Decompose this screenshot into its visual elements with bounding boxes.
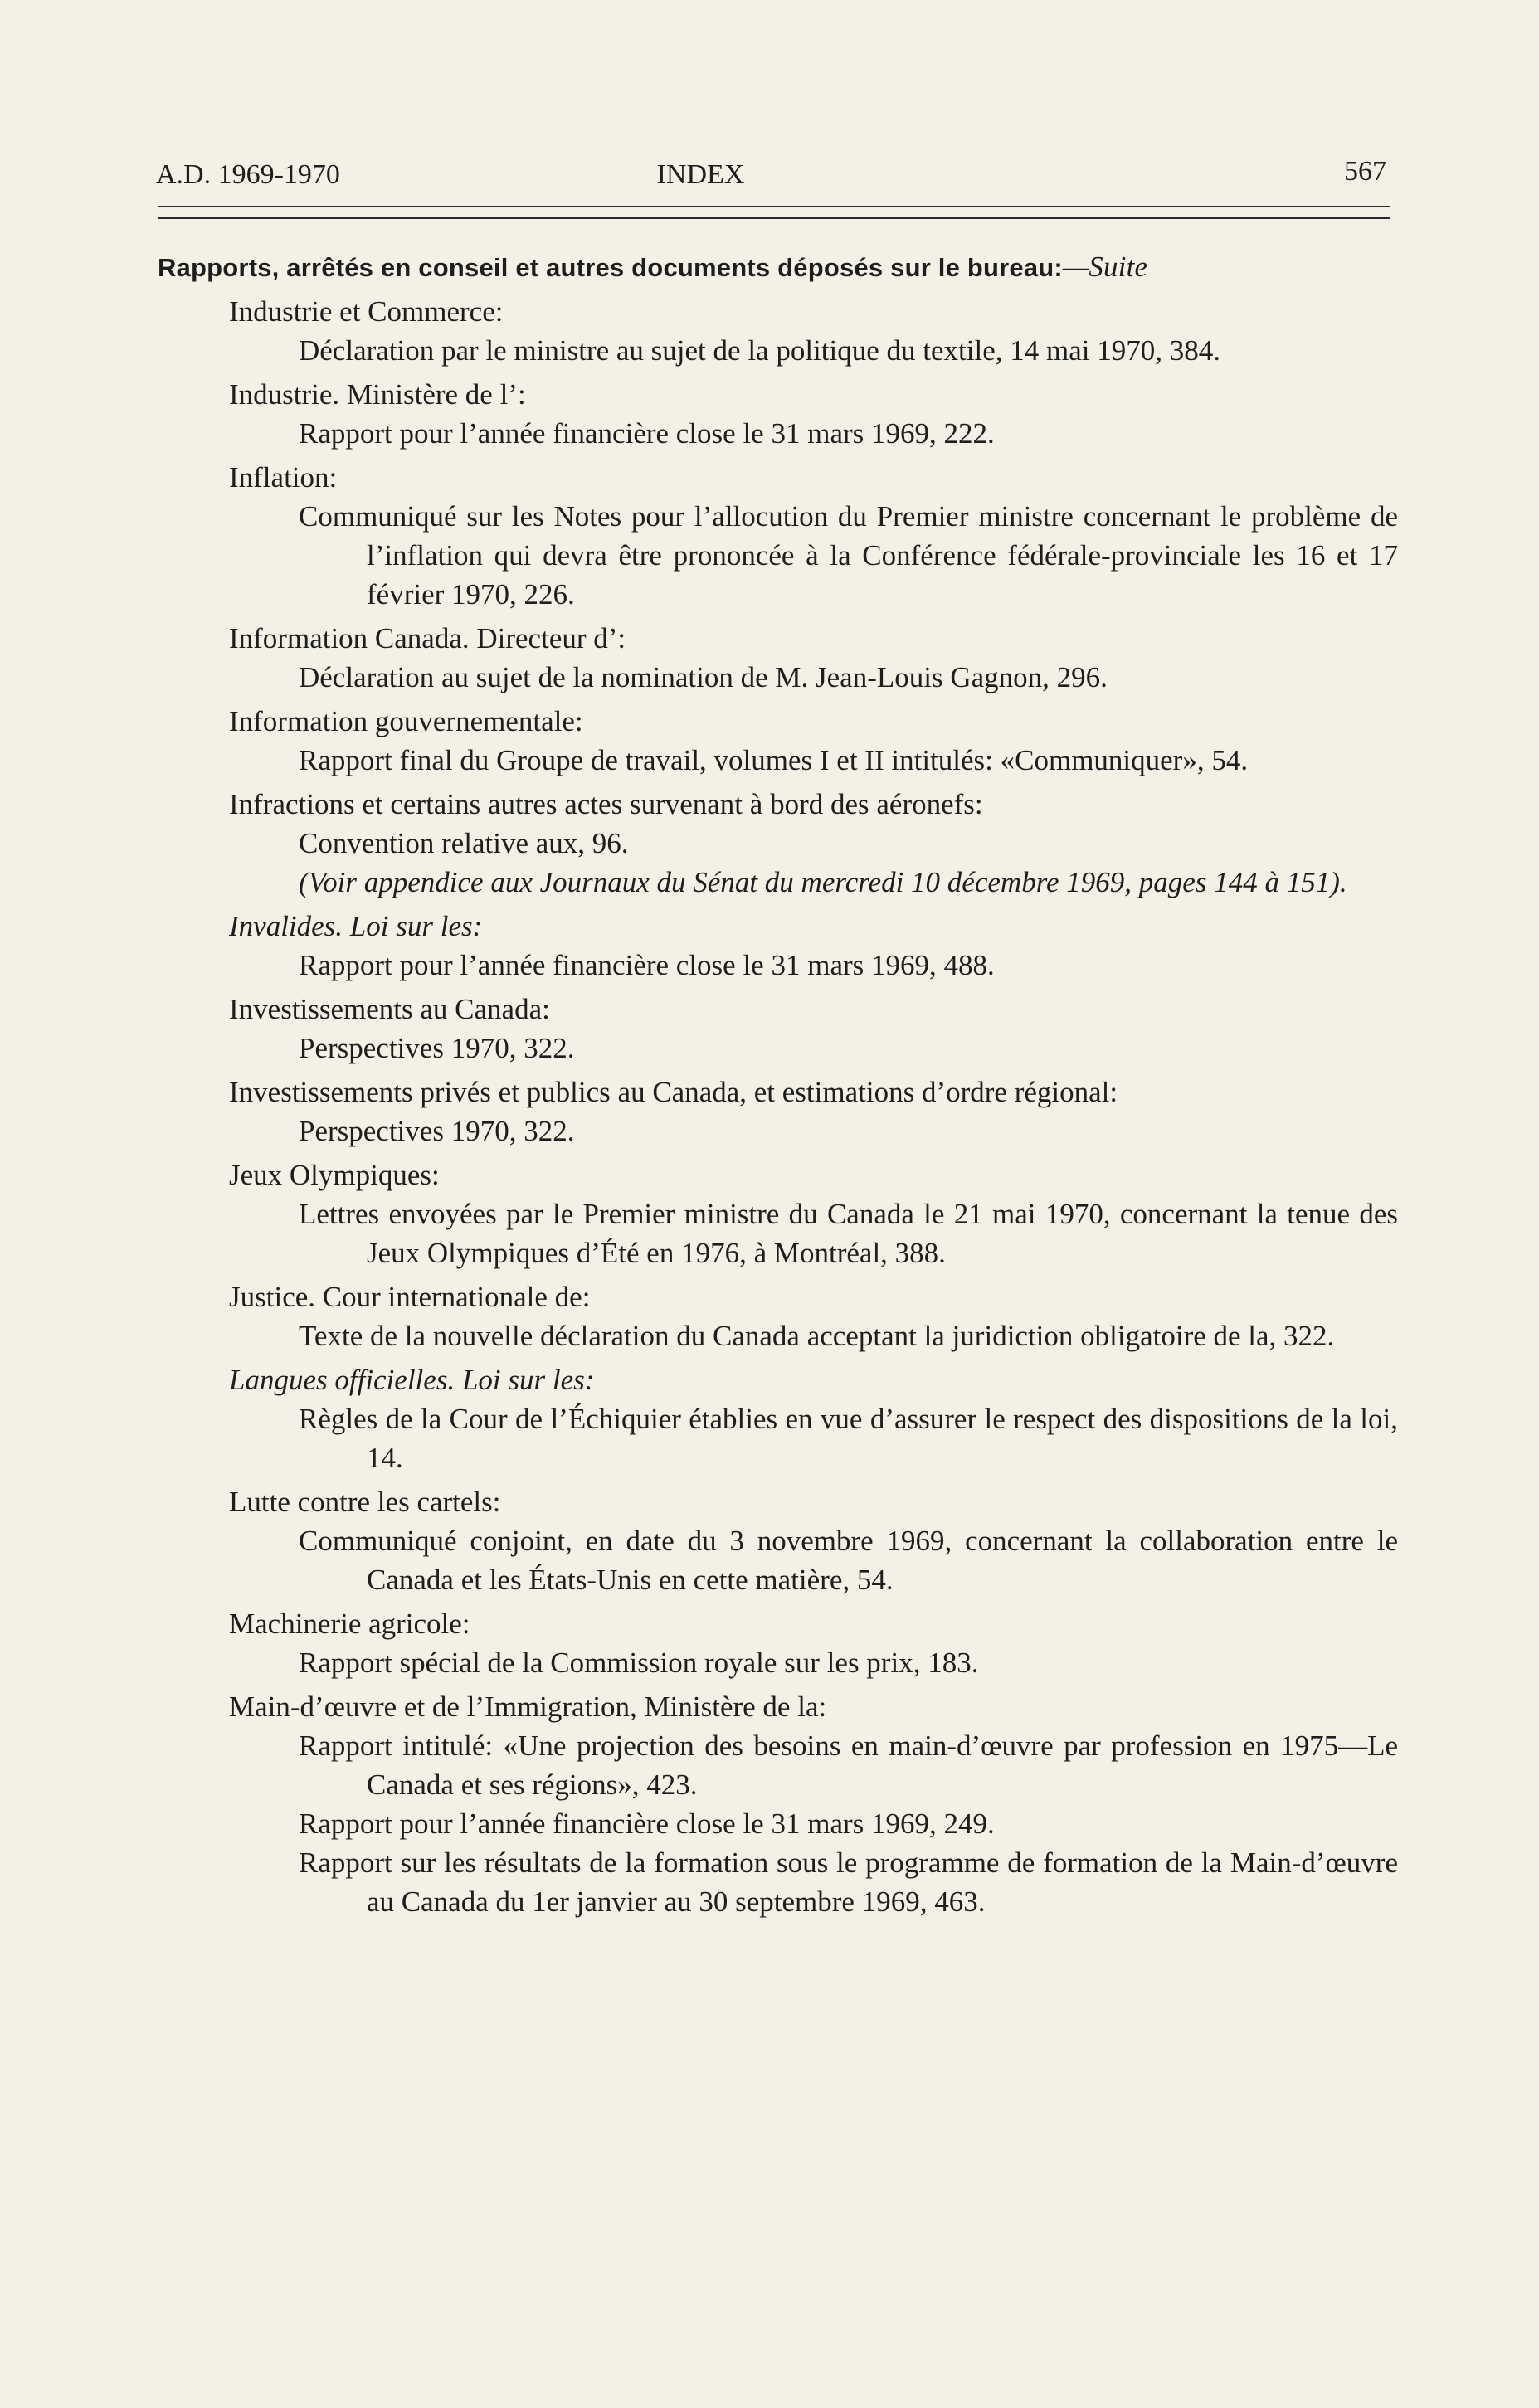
- entry-subject: Jeux Olympiques:: [229, 1159, 440, 1191]
- entry-item: Déclaration au sujet de la nomination de M. Jean-Louis Gagnon, 296.: [299, 661, 1108, 693]
- entry-note: (Voir appendice aux Journaux du Sénat du mercredi 10 décembre 1969, pages 144 à 151).: [299, 866, 1347, 898]
- entry-subject: Industrie. Ministère de l’:: [229, 378, 526, 411]
- entry-item: Convention relative aux, 96.: [299, 827, 629, 859]
- entry-item: Rapport intitulé: «Une projection des besoins en main-d’œuvre par profession en 1975—Le Canada et ses régions», 423.: [299, 1729, 1398, 1801]
- entry-item: Rapport pour l’année financière close le 31 mars 1969, 249.: [299, 1807, 995, 1840]
- section-heading-text: Rapports, arrêtés en conseil et autres documents déposés sur le bureau:: [158, 253, 1063, 282]
- entry-item: Texte de la nouvelle déclaration du Canada acceptant la juridiction obligatoire de la, 322.: [299, 1320, 1335, 1352]
- index-entry: [158, 1155, 1398, 1272]
- entry-item: Lettres envoyées par le Premier ministre du Canada le 21 mai 1970, concernant la tenue des Jeux Olympiques d’Été en 1976, à Montréal, 388.: [299, 1198, 1398, 1269]
- entry-item: Rapport pour l’année financière close le 31 mars 1969, 488.: [299, 949, 995, 981]
- entry-subject: Industrie et Commerce:: [229, 295, 504, 328]
- index-entry: [158, 375, 1398, 453]
- entry-item: Règles de la Cour de l’Échiquier établies en vue d’assurer le respect des dispositions de la loi, 14.: [299, 1403, 1398, 1474]
- entry-subject: Lutte contre les cartels:: [229, 1486, 501, 1518]
- entry-item: Rapport final du Groupe de travail, volumes I et II intitulés: «Communiquer», 54.: [299, 744, 1249, 776]
- index-entry: [158, 907, 1398, 985]
- entry-item: Rapport sur les résultats de la formation sous le programme de formation de la Main-d’œuvre au Canada du 1er janvier au 30 septembre 1969, 463.: [299, 1846, 1398, 1918]
- entry-subject: Machinerie agricole:: [229, 1608, 470, 1640]
- section-heading-suite: —Suite: [1062, 251, 1148, 283]
- index-entry: [158, 292, 1398, 370]
- entry-subject: Inflation:: [229, 461, 338, 494]
- index-entry: [158, 785, 1398, 902]
- entry-subject: Information Canada. Directeur d’:: [229, 622, 626, 654]
- index-entry: [158, 1073, 1398, 1150]
- index-entry: [158, 1277, 1398, 1355]
- header-title: INDEX: [656, 159, 745, 190]
- section-heading: [158, 247, 1398, 287]
- entry-subject: Investissements privés et publics au Canada, et estimations d’ordre régional:: [229, 1076, 1118, 1108]
- index-entry: [158, 1687, 1398, 1921]
- index-entry: [158, 1604, 1398, 1682]
- index-entry: [158, 458, 1398, 614]
- entry-item: Perspectives 1970, 322.: [299, 1115, 575, 1147]
- entry-subject: Main-d’œuvre et de l’Immigration, Ministère de la:: [229, 1690, 827, 1723]
- header-rule-bottom: [158, 217, 1390, 219]
- index-entry: [158, 990, 1398, 1068]
- entry-subject: Infractions et certains autres actes survenant à bord des aéronefs:: [229, 788, 983, 820]
- entry-item: Rapport spécial de la Commission royale sur les prix, 183.: [299, 1647, 979, 1679]
- running-header: [156, 156, 1386, 194]
- index-entry: [158, 702, 1398, 780]
- entry-item: Communiqué sur les Notes pour l’allocution du Premier ministre concernant le problème de l’inflation qui devra être prononcée à la Conférence fédérale-provinciale les 16 et 17 février 1970, 226.: [299, 500, 1398, 611]
- index-entry: [158, 1482, 1398, 1599]
- index-content: [158, 247, 1398, 1921]
- entry-subject: Justice. Cour internationale de:: [229, 1281, 591, 1313]
- entry-subject: Information gouvernementale:: [229, 705, 583, 737]
- index-entries: [158, 292, 1398, 1921]
- entry-item: Rapport pour l’année financière close le 31 mars 1969, 222.: [299, 417, 995, 450]
- header-rule-top: [158, 206, 1390, 207]
- header-years: A.D. 1969-1970: [156, 159, 340, 190]
- entry-subject: Invalides. Loi sur les:: [229, 910, 483, 942]
- entry-item: Perspectives 1970, 322.: [299, 1032, 575, 1064]
- entry-item: Déclaration par le ministre au sujet de la politique du textile, 14 mai 1970, 384.: [299, 334, 1220, 367]
- entry-subject: Investissements au Canada:: [229, 993, 550, 1025]
- entry-item: Communiqué conjoint, en date du 3 novembre 1969, concernant la collaboration entre le Canada et les États-Unis en cette matière, 54.: [299, 1525, 1398, 1596]
- entry-subject: Langues officielles. Loi sur les:: [229, 1364, 595, 1396]
- index-entry: [158, 619, 1398, 697]
- page-number: 567: [1344, 156, 1386, 187]
- index-entry: [158, 1360, 1398, 1477]
